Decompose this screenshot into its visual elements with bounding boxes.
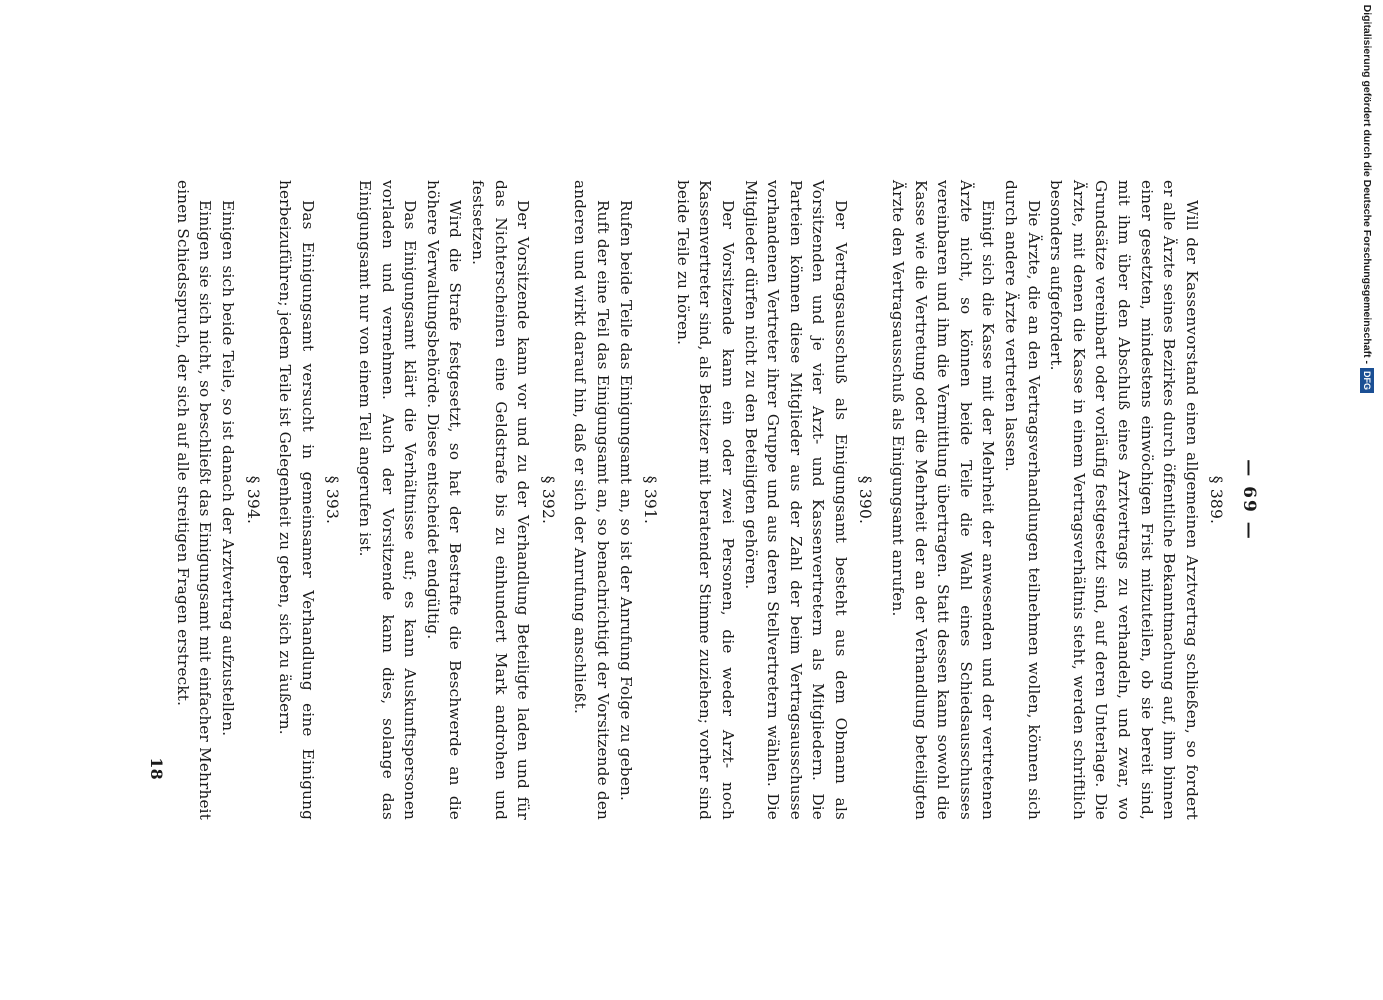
digitization-note: Digitalisierung gefördert durch die Deutsche Forschungsgemeinschaft -	[1361, 4, 1373, 364]
signature-mark: 18	[147, 757, 167, 780]
section-394	[171, 180, 263, 820]
section-heading: § 389.	[1207, 475, 1226, 525]
paragraph: Rufen beide Teile das Einigungsamt an, so ist der Anrufung Folge zu geben.	[616, 200, 635, 802]
section-heading: § 392.	[538, 475, 557, 525]
paragraph: Der Vorsitzende kann ein oder zwei Personen, die weder Arzt- noch Kassenvertreter sind, als Beisitzer mit beratender Stimme zuziehen; vorher sind beide Teile zu hören.	[673, 180, 737, 820]
digitization-sidebar	[1355, 4, 1379, 393]
paragraph: Ruft der eine Teil das Einigungsamt an, so benachrichtigt der Vorsitzende den anderen und wirkt darauf hin, daß er sich der Anrufung anschließt.	[571, 180, 612, 820]
paragraph: Einigt sich die Kasse mit der Mehrheit der anwesenden und der vertretenen Ärzte nicht, so können beide Teile die Wahl eines Schiedsausschusses vereinbaren und ihm die Vermittlung übertragen. Statt dessen kann sowohl die Kasse wie die Vertretung oder die Mehrheit der an der Verhandlung beteiligten Ärzte den Vertragsausschuß als Einigungsamt anrufen.	[889, 180, 998, 820]
section-heading: § 393.	[323, 475, 342, 525]
paragraph: Das Einigungsamt klärt die Verhältnisse auf; es kann Auskunftspersonen vorladen und vernehmen. Auch der Vorsitzende kann dies, solange das Einigungsamt nur von einem Teil angerufen ist.	[356, 180, 420, 820]
section-390	[671, 180, 876, 820]
rotated-text-block	[147, 180, 1260, 820]
section-389	[887, 180, 1228, 820]
page-header: — 69 —	[1239, 459, 1259, 541]
paragraph: Die Ärzte, die an den Vertragsverhandlungen teilnehmen wollen, können sich durch andere Ärzte vertreten lassen.	[1002, 180, 1043, 820]
dfg-logo: DFG	[1360, 368, 1374, 393]
paragraph: Einigen sie sich nicht, so beschließt das Einigungsamt mit einfacher Mehrheit einen Schiedsspruch, der sich auf alle streitigen Fragen erstreckt.	[173, 180, 215, 820]
section-heading: § 390.	[856, 475, 875, 525]
paragraph: Wird die Strafe festgesetzt, so hat der Bestrafte die Beschwerde an die höhere Verwaltungsbehörde. Diese entscheidet endgültig.	[423, 180, 465, 820]
paragraph: Will der Kassenvorstand einen allgemeinen Arztvertrag schließen, so fordert er alle Ärzte seines Bezirkes durch öffentliche Bekanntmachung auf, ihm binnen einer gesetzten, mindestens einwöchigen Frist mitzuteilen, ob sie bereit sind, mit ihm über den Abschluß eines Arztvertrags zu verhandeln, und zwar, wo Grundsätze vereinbart oder vorläufig festgesetzt sind, auf deren Unterlage. Die Ärzte, mit denen die Kasse in einem Vertragsverhältnis steht, werden schriftlich besonders aufgefordert.	[1047, 180, 1201, 820]
section-heading: § 394.	[243, 475, 262, 525]
section-392	[353, 180, 558, 820]
section-391	[569, 180, 661, 820]
paragraph: Das Einigungsamt versucht in gemeinsamer Verhandlung eine Einigung herbeizuführen; jedem Teile ist Gelegenheit zu geben, sich zu äußern.	[276, 180, 317, 820]
paragraph: Der Vorsitzende kann vor und zu der Verhandlung Beteiligte laden und für das Nichterscheinen eine Geldstrafe bis zu einhundert Mark androhen und festsetzen.	[469, 180, 533, 820]
section-heading: § 391.	[641, 475, 660, 525]
paragraph: Einigen sich beide Teile, so ist danach der Arztvertrag aufzustellen.	[219, 200, 238, 737]
section-393	[274, 180, 344, 820]
paragraph: Der Vertragsausschuß als Einigungsamt besteht aus dem Obmann als Vorsitzenden und je vier Arzt- und Kassenvertretern als Mitgliedern. Die Parteien können diese Mitglieder aus der Zahl der beim Vertragsausschusse vorhandenen Vertreter ihrer Gruppe und aus deren Stellvertretern wählen. Die Mitglieder dürfen nicht zu den Beteiligten gehören.	[741, 180, 850, 820]
